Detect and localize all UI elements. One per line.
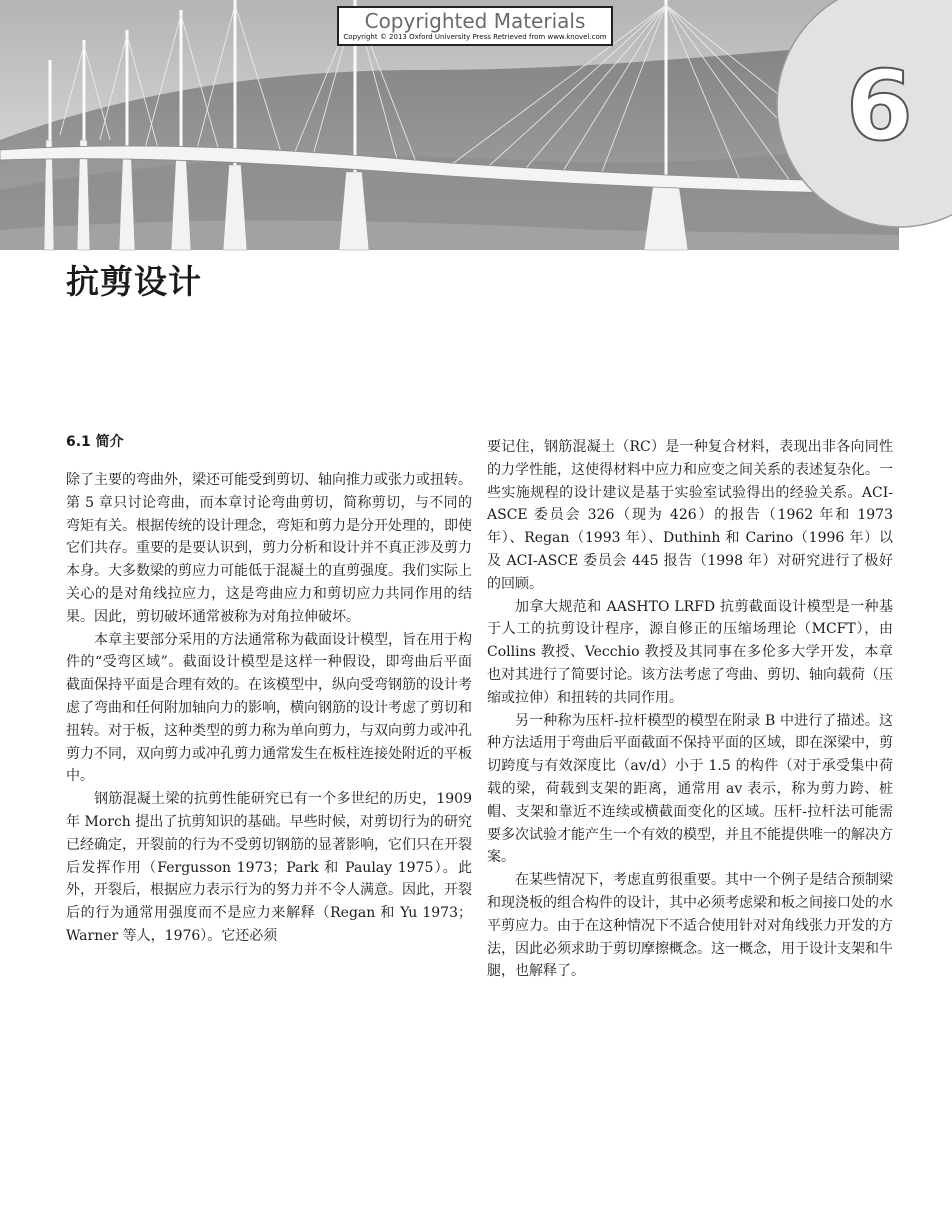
- section-heading: 6.1 简介: [66, 434, 124, 450]
- copyright-watermark: [337, 6, 613, 46]
- paragraph: 除了主要的弯曲外，梁还可能受到剪切、轴向推力或张力或扭转。第 5 章只讨论弯曲，而本章讨论弯曲剪切，简称剪切，与不同的弯矩有关。根据传统的设计理念，弯矩和剪力是分开处理的，即使它们共存。重要的是要认识到，剪力分析和设计并不真正涉及剪力本身。大多数梁的剪应力可能低于混凝土的直剪强度。我们实际上关心的是对角线拉应力，这是弯曲应力和剪切应力共同作用的结果。因此，剪切破坏通常被称为对角拉伸破坏。: [66, 472, 472, 625]
- watermark-title: Copyrighted Materials: [364, 9, 586, 33]
- paragraph: 要记住，钢筋混凝土（RC）是一种复合材料，表现出非各向同性的力学性能，这使得材料中应力和应变之间关系的表述复杂化。一些实施规程的设计建议是基于实验室试验得出的经验关系。ACI-ASCE 委员会 326（现为 426）的报告（1962 年和 1973 年）、Regan（1993 年）、Duthinh 和 Carino（1996 年）以及 ACI-ASCE 委员会 445 报告（1998 年）对研究进行了极好的回顾。: [487, 439, 893, 592]
- paragraph: 在某些情况下，考虑直剪很重要。其中一个例子是结合预制梁和现浇板的组合构件的设计，其中必须考虑梁和板之间接口处的水平剪应力。由于在这种情况下不适合使用针对对角线张力开发的方法，因此必须求助于剪切摩擦概念。这一概念，用于设计支架和牛腿，也解释了。: [487, 872, 893, 980]
- left-column: [66, 469, 472, 948]
- paragraph: 另一种称为压杆-拉杆模型的模型在附录 B 中进行了描述。这种方法适用于弯曲后平面截面不保持平面的区域，即在深梁中，剪切跨度与有效深度比（av/d）小于 1.5 的构件（对于承受集中荷载的梁，荷载到支架的距离，通常用 av 表示，称为剪力跨、桩帽、支架和靠近不连续或横截面变化的区域。压杆-拉杆法可能需要多次试验才能产生一个有效的模型，并且不能提供唯一的解决方案。: [487, 712, 893, 866]
- chapter-title: 抗剪设计: [66, 262, 202, 301]
- paragraph: 本章主要部分采用的方法通常称为截面设计模型，旨在用于构件的“受弯区域”。截面设计模型是这样一种假设，即弯曲后平面截面保持平面是合理有效的。在该模型中，纵向受弯钢筋的设计考虑了弯曲和任何附加轴向力的影响，横向钢筋的设计考虑了剪切和扭转。对于板，这种类型的剪力称为单向剪力，与双向剪力或冲孔剪力不同，双向剪力或冲孔剪力通常发生在板柱连接处附近的平板中。: [66, 631, 472, 785]
- paragraph: 加拿大规范和 AASHTO LRFD 抗剪截面设计模型是一种基于人工的抗剪设计程序，源自修正的压缩场理论（MCFT），由 Collins 教授、Vecchio 教授及其同事在多伦多大学开发，本章也对其进行了简要讨论。该方法考虑了弯曲、剪切、轴向载荷（压缩或拉伸）和扭转的共同作用。: [487, 598, 893, 706]
- watermark-note: Copyright © 2013 Oxford University Press Retrieved from www.knovel.com: [343, 33, 607, 41]
- chapter-number: 6: [846, 50, 913, 162]
- right-column: [487, 436, 893, 983]
- paragraph: 钢筋混凝土梁的抗剪性能研究已有一个多世纪的历史，1909 年 Morch 提出了抗剪知识的基础。早些时候，对剪切行为的研究已经确定，开裂前的行为不受剪切钢筋的显著影响，它们只在开裂后发挥作用（Fergusson 1973；Park 和 Paulay 1975）。此外，开裂后，根据应力表示行为的努力并不令人满意。因此，开裂后的行为通常用强度而不是应力来解释（Regan 和 Yu 1973；Warner 等人，1976）。它还必须: [66, 791, 472, 944]
